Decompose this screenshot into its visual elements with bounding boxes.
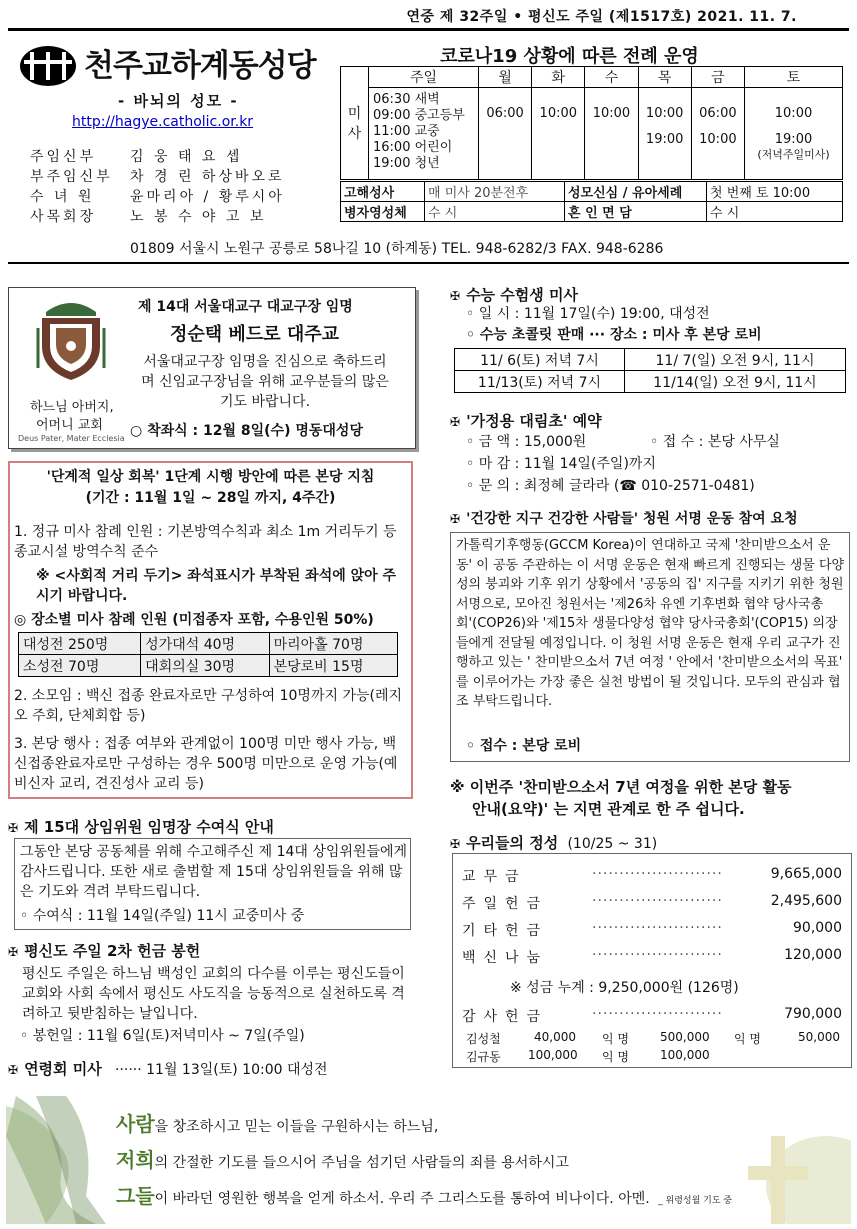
offering-amount: 90,000 [793, 920, 842, 936]
day-header: 월 [479, 67, 532, 88]
donor-amount: 100,000 [528, 1048, 578, 1062]
sunday-times [369, 88, 479, 180]
donor-name: 익 명 [734, 1032, 761, 1046]
staff-name: 노 봉 수 야 고 보 [130, 209, 267, 225]
csat-sale-table [454, 348, 846, 393]
prayer-banner [6, 1096, 851, 1224]
limit-cell: 대성전 250명 [19, 633, 141, 655]
csat-sale: ◦ 수능 초콜릿 판매 ··· 장소 : 미사 후 본당 로비 [466, 327, 762, 343]
friday-times [691, 88, 744, 180]
mass-row-label: 미사 [341, 67, 369, 180]
header-rule [8, 262, 849, 264]
cross-mark-icon: ✠ [450, 512, 461, 526]
day-header: 화 [532, 67, 585, 88]
layday-title-text: 평신도 주일 2차 헌금 봉헌 [24, 942, 201, 960]
issue-line: 연중 제 32주일 • 평신도 주일 (제1517호) 2021. 11. 7. [406, 9, 797, 25]
prayer-line [116, 1180, 732, 1209]
mass-time: 10:00 [774, 106, 813, 121]
csat-title [450, 284, 578, 305]
offerings-title-text: 우리들의 정성 [466, 834, 559, 852]
csat-title-text: 수능 수험생 미사 [466, 286, 578, 304]
offerings-title [450, 832, 657, 853]
donor-name: 김규동 [466, 1050, 501, 1064]
mass-time: 10:00 [645, 106, 684, 121]
donor-amount: 100,000 [660, 1048, 710, 1062]
offering-amount: 120,000 [784, 947, 842, 963]
bishop-crest-icon [36, 298, 106, 383]
sale-time: 11/14(일) 오전 9시, 11시 [625, 371, 846, 393]
committee-body: 그동안 본당 공동체를 위해 수고해주신 제 14대 상임위원들에게 감사드립니다. 또한 새로 출범할 제 15대 상임위원들을 위해 많은 기도와 격려 부탁드립니다. [20, 844, 408, 900]
day-header: 수 [585, 67, 638, 88]
cross-mark-icon: ✠ [8, 1063, 19, 1077]
saturday-times [745, 88, 843, 180]
committee-title-text: 제 15대 상임위원 임명장 수여식 안내 [24, 818, 274, 836]
advent-place: ◦ 접 수 : 본당 사무실 [650, 434, 780, 450]
mass-time: 10:00 [699, 132, 737, 147]
yeonryeong-detail: ······ 11월 13일(토) 10:00 대성전 [114, 1062, 328, 1078]
mass-time: 19:00 [645, 132, 684, 147]
prayer-credit: _ 위령성월 기도 중 [658, 1196, 733, 1206]
tuesday-time: 10:00 [532, 88, 585, 180]
day-header: 토 [745, 67, 843, 88]
staff-name: 차 경 린 하상바오로 [130, 169, 285, 185]
marriage-value: 수 시 [707, 202, 843, 222]
limit-cell: 대회의실 30명 [141, 655, 269, 677]
guide-item-2: 2. 소모임 : 백신 접종 완료자로만 구성하여 10명까지 가능(레지오 주회, 단체회합 등) [14, 688, 403, 724]
offering-total: ※ 성금 누계 : 9,250,000원 (126명) [510, 980, 739, 996]
parish-address: 01809 서울시 노원구 공릉로 58나길 10 (하계동) TEL. 948-6282/3 FAX. 948-6286 [130, 241, 664, 257]
advent-title [450, 410, 602, 431]
staff-role: 주임신부 [30, 149, 97, 165]
staff-row [30, 166, 310, 186]
donor-amount: 500,000 [660, 1030, 710, 1044]
sale-time: 11/ 7(일) 오전 9시, 11시 [625, 349, 846, 371]
crest-motto: 어머니 교회 [36, 418, 103, 433]
limit-cell: 본당로비 15명 [269, 655, 397, 677]
yeonryeong-title-text: 연령회 미사 [24, 1060, 102, 1078]
advent-deadline: ◦ 마 감 : 11월 14일(주일)까지 [466, 456, 656, 472]
offering-row [462, 920, 842, 942]
thursday-times [638, 88, 691, 180]
yeonryeong-title [8, 1058, 328, 1079]
parish-name: 천주교하계동성당 [84, 48, 316, 84]
limit-title: ◎ 장소별 미사 참례 인원 (미접종자 포함, 수용인원 50%) [14, 612, 374, 628]
thanks-label: 감사헌금 [462, 1009, 549, 1025]
offering-label: 백신나눔 [462, 950, 549, 966]
bishop-name: 정순택 베드로 대주교 [170, 324, 340, 345]
staff-role: 사목회장 [30, 209, 97, 225]
prayer-initial: 저희 [116, 1148, 155, 1172]
committee-title [8, 816, 274, 837]
crest-latin: Deus Pater, Mater Ecclesia [18, 434, 125, 443]
mass-time: 19:00 [774, 132, 813, 147]
staff-role: 수 녀 원 [30, 189, 95, 205]
offering-row [462, 1006, 842, 1028]
covid-guide-heading: '단계적 일상 회복' 1단계 시행 방안에 따른 본당 지침 [46, 469, 375, 485]
offerings-period: (10/25 ~ 31) [567, 836, 658, 852]
marriage-label: 혼 인 면 담 [565, 202, 707, 222]
layday-date: ◦ 봉헌일 : 11월 6일(토)저녁미사 ~ 7일(주일) [20, 1028, 305, 1044]
mass-time: 19:00 청년 [373, 156, 440, 171]
guide-item-3: 3. 본당 행사 : 접종 여부와 관계없이 100명 미만 행사 가능, 백신접종완료자로만 구성하는 경우 500명 미만으로 운영 가능(예비신자 교리, 견진성사 교리 등) [14, 736, 398, 792]
bishop-notice-body: 서울대교구장 임명을 진심으로 축하드리며 신임교구장님을 위해 교우분들의 많은 기도 바랍니다. [141, 354, 389, 410]
staff-name: 윤마리아 / 황루시아 [130, 189, 285, 205]
committee-date: ◦ 수여식 : 11월 14일(주일) 11시 교중미사 중 [20, 908, 305, 924]
day-header: 주일 [369, 67, 479, 88]
earth-reception: ◦ 접수 : 본당 로비 [466, 738, 582, 754]
laudato-notice [450, 776, 791, 820]
confession-label: 고해성사 [341, 182, 425, 202]
confession-value: 매 미사 20분전후 [425, 182, 565, 202]
parish-subtitle: - 바뇌의 성모 - [118, 92, 239, 110]
leader-dots: ························ [592, 866, 723, 882]
bishop-notice-title: 제 14대 서울대교구 대교구장 임명 [138, 299, 353, 315]
offering-label: 교무금 [462, 869, 527, 885]
staff-row [30, 206, 310, 226]
advent-contact: ◦ 문 의 : 최정혜 글라라 (☎ 010-2571-0481) [466, 478, 755, 494]
staff-name: 김 웅 태 요 셉 [130, 149, 243, 165]
prayer-line [116, 1108, 438, 1137]
sick-value: 수 시 [425, 202, 565, 222]
limit-cell: 소성전 70명 [19, 655, 141, 677]
guide-item-1: 1. 정규 미사 참례 인원 : 기본방역수칙과 최소 1m 거리두기 등 종교시설 방역수칙 준수 [14, 524, 397, 560]
sale-time: 11/13(토) 저녁 7시 [455, 371, 625, 393]
sacrament-table [340, 181, 843, 222]
advent-price: ◦ 금 액 : 15,000원 [466, 434, 587, 450]
staff-row [30, 146, 310, 166]
parish-url-link[interactable]: http://hagye.catholic.or.kr [72, 114, 254, 130]
sick-label: 병자영성체 [341, 202, 425, 222]
crest-motto: 하느님 아버지, [30, 400, 114, 415]
mass-time: 06:00 [699, 106, 737, 121]
baptism-value: 첫 번째 토 10:00 [707, 182, 843, 202]
mass-schedule-title: 코로나19 상황에 따른 전례 운영 [440, 46, 699, 67]
donor-name: 익 명 [602, 1032, 629, 1046]
offering-row [462, 866, 842, 888]
parish-logo-icon [18, 44, 78, 88]
layday-body: 평신도 주일은 하느님 백성인 교회의 다수를 이루는 평신도들이 교회와 사회 속에서 평신도 사도직을 능동적으로 실천하도록 격려하고 뒷받침하는 날입니다. [22, 966, 405, 1022]
cross-mark-icon: ✠ [8, 821, 19, 835]
earth-title [450, 508, 798, 528]
day-header: 금 [691, 67, 744, 88]
attendance-limit-table [18, 632, 398, 677]
offering-amount: 9,665,000 [770, 866, 842, 882]
cross-mark-icon: ✠ [450, 415, 461, 429]
wednesday-time: 10:00 [585, 88, 638, 180]
mass-schedule-table [340, 66, 843, 180]
prayer-initial: 사람 [116, 1112, 155, 1136]
earth-body: 가톨릭기후행동(GCCM Korea)이 연대하고 국제 '찬미받으소서 운동' 이 공동 주관하는 이 서명 운동은 현재 빠르게 진행되는 생물 다양성의 붕괴와 기후 위기 상황에서 '공동의 집' 지구를 지키기 위한 청원 서명으로, 모아진 청원서는 '제26차 유엔 기후변화 협약 당사국총회'(COP26)와 '제15차 생물다양성 협약 당사국총회'(COP15) 의장들에게 전달될 예정입니다. 이 청원 서명 운동은 현재 우리 교구가 진행하고 있는 ' 찬미받으소서 7년 여정 ' 안에서 '찬미받으소서의 목표' 를 이루어가는 가장 좋은 실천 방법이 될 것입니다. 모두의 관심과 협조 부탁드립니다. [456, 538, 845, 709]
donor-amount: 50,000 [798, 1030, 840, 1044]
leader-dots: ························ [592, 1006, 723, 1022]
installation-date: ○ 착좌식 : 12월 8일(수) 명동대성당 [130, 423, 363, 439]
mass-note: (저녁주일미사) [757, 148, 830, 161]
day-header: 목 [638, 67, 691, 88]
baptism-label: 성모신심 / 유아세례 [565, 182, 707, 202]
leader-dots: ························ [592, 920, 723, 936]
offering-row [462, 893, 842, 915]
donor-name: 익 명 [602, 1050, 629, 1064]
top-rule [8, 28, 849, 31]
prayer-text: 이 바라던 영원한 행복을 얻게 하소서. 우리 주 그리스도를 통하여 비나이다. 아멘. [154, 1191, 650, 1207]
laudato-line: 안내(요약)' 는 지면 관계로 한 주 쉽니다. [472, 800, 745, 818]
limit-cell: 성가대석 40명 [141, 633, 269, 655]
covid-guide-period: (기간 : 11월 1일 ~ 28일 까지, 4주간) [85, 490, 336, 506]
monday-time: 06:00 [479, 88, 532, 180]
limit-cell: 마리아홀 70명 [269, 633, 397, 655]
leader-dots: ························ [592, 893, 723, 909]
sale-time: 11/ 6(토) 저녁 7시 [455, 349, 625, 371]
layday-title [8, 940, 200, 961]
cross-mark-icon: ✠ [450, 837, 461, 851]
mass-time: 09:00 중고등부 [373, 108, 465, 123]
prayer-text: 의 간절한 기도를 들으시어 주님을 섬기던 사람들의 죄를 용서하시고 [154, 1155, 569, 1171]
csat-date: ◦ 일 시 : 11월 17일(수) 19:00, 대성전 [466, 306, 710, 322]
covid-guide-title [14, 467, 407, 509]
staff-row [30, 186, 310, 206]
offering-label: 기타헌금 [462, 923, 549, 939]
cross-mark-icon: ✠ [450, 289, 461, 303]
donor-name: 김성철 [466, 1032, 501, 1046]
advent-title-text: '가정용 대림초' 예약 [466, 412, 602, 430]
donor-amount: 40,000 [534, 1030, 576, 1044]
leader-dots: ························ [592, 947, 723, 963]
prayer-line [116, 1144, 569, 1173]
thanks-amount: 790,000 [784, 1006, 842, 1022]
offering-label: 주일헌금 [462, 896, 549, 912]
cross-mark-icon: ✠ [8, 945, 19, 959]
earth-title-text: '건강한 지구 건강한 사람들' 청원 서명 운동 참여 요청 [466, 511, 798, 527]
mass-time: 06:30 새벽 [373, 92, 440, 107]
prayer-initial: 그들 [116, 1184, 155, 1208]
staff-role: 부주임신부 [30, 169, 113, 185]
offering-row [462, 947, 842, 969]
mass-time: 11:00 교중 [373, 124, 440, 139]
guide-item-1-note: ※ <사회적 거리 두기> 좌석표시가 부착된 좌석에 앉아 주시기 바랍니다. [36, 568, 397, 604]
offering-amount: 2,495,600 [770, 893, 842, 909]
prayer-text: 을 창조하시고 믿는 이들을 구원하시는 하느님, [154, 1119, 439, 1135]
laudato-line: ※ 이번주 '찬미받으소서 7년 여정을 위한 본당 활동 [450, 778, 792, 796]
mass-time: 16:00 어린이 [373, 140, 453, 155]
